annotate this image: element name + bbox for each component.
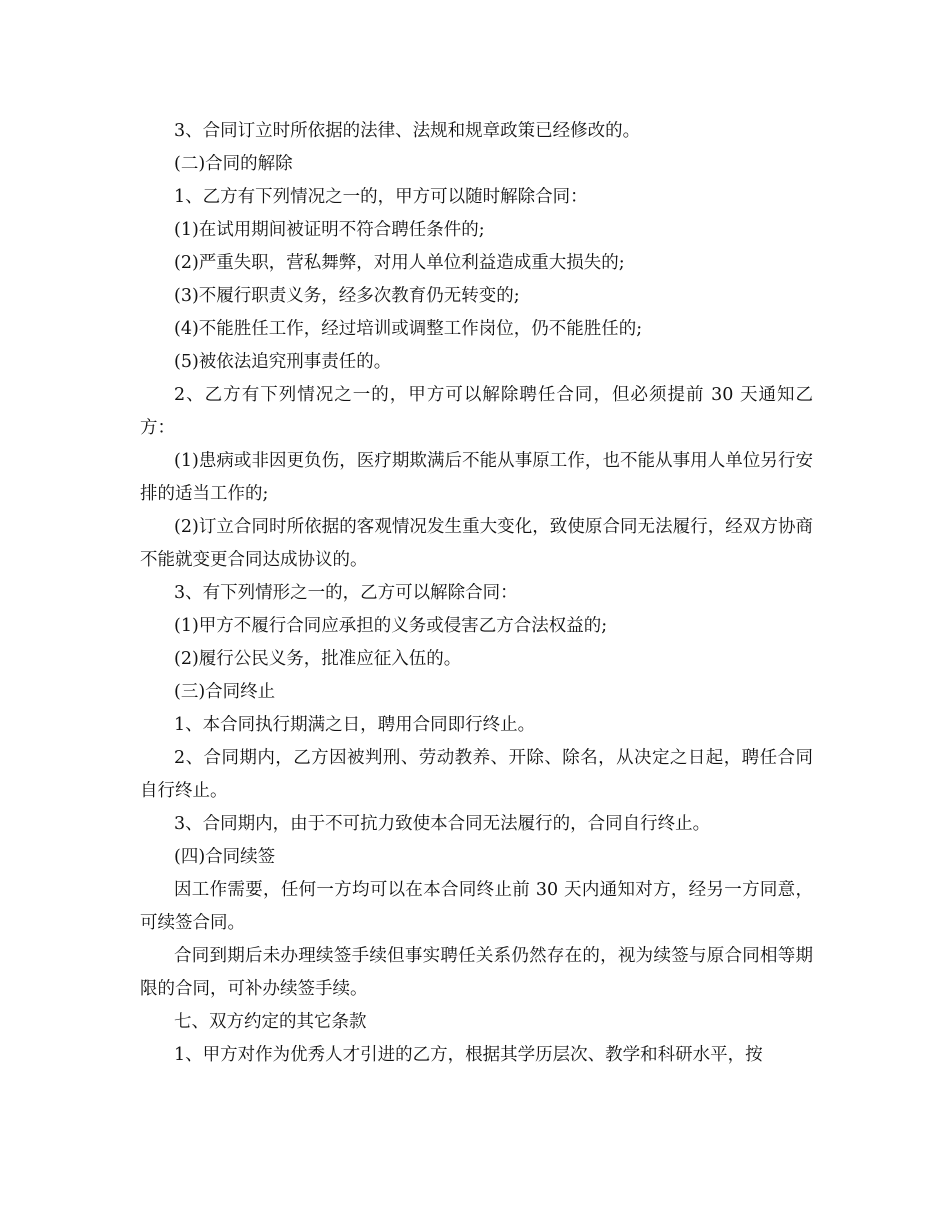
list-item: (1)患病或非因更负伤，医疗期欺满后不能从事原工作，也不能从事用人单位另行安排的适当工作的;	[140, 451, 813, 504]
section-heading-expiry: (三)合同终止	[174, 682, 276, 702]
paragraph-20: 因工作需要，任何一方均可以在本合同终止前 30 天内通知对方，经另一方同意，可续签合同。	[140, 880, 813, 933]
paragraph-1: 3、合同订立时所依据的法律、法规和规章政策已经修改的。	[174, 121, 641, 141]
list-item: (2)履行公民义务，批准应征入伍的。	[174, 649, 462, 669]
paragraph-21: 合同到期后未办理续签手续但事实聘任关系仍然存在的，视为续签与原合同相等期限的合同，可补办续签手续。	[140, 946, 813, 999]
paragraph-16: 1、本合同执行期满之日，聘用合同即行终止。	[174, 715, 536, 735]
list-item: (1)甲方不履行合同应承担的义务或侵害乙方合法权益的;	[174, 616, 608, 636]
list-item: (5)被依法追究刑事责任的。	[174, 352, 392, 372]
document-body	[140, 115, 813, 1072]
list-item: (4)不能胜任工作，经过培训或调整工作岗位，仍不能胜任的;	[174, 319, 643, 339]
paragraph-17: 2、合同期内，乙方因被判刑、劳动教养、开除、除名，从决定之日起，聘任合同自行终止。	[140, 748, 813, 801]
paragraph-23: 1、甲方对作为优秀人才引进的乙方，根据其学历层次、教学和科研水平，按	[174, 1045, 763, 1065]
paragraph-18: 3、合同期内，由于不可抗力致使本合同无法履行的，合同自行终止。	[174, 814, 711, 834]
section-heading-other-terms: 七、双方约定的其它条款	[174, 1012, 367, 1032]
list-item: (3)不履行职责义务，经多次教育仍无转变的;	[174, 286, 520, 306]
section-heading-renewal: (四)合同续签	[174, 847, 276, 867]
section-heading-termination: (二)合同的解除	[174, 154, 293, 174]
paragraph-12: 3、有下列情形之一的，乙方可以解除合同：	[174, 583, 518, 603]
paragraph-9: 2、乙方有下列情况之一的，甲方可以解除聘任合同，但必须提前 30 天通知乙方：	[140, 385, 813, 438]
paragraph-3: 1、乙方有下列情况之一的，甲方可以随时解除合同：	[174, 187, 588, 207]
list-item: (2)订立合同时所依据的客观情况发生重大变化，致使原合同无法履行，经双方协商不能就变更合同达成协议的。	[140, 517, 813, 570]
list-item: (1)在试用期间被证明不符合聘任条件的;	[174, 220, 485, 240]
list-item: (2)严重失职，营私舞弊，对用人单位利益造成重大损失的;	[174, 253, 625, 273]
